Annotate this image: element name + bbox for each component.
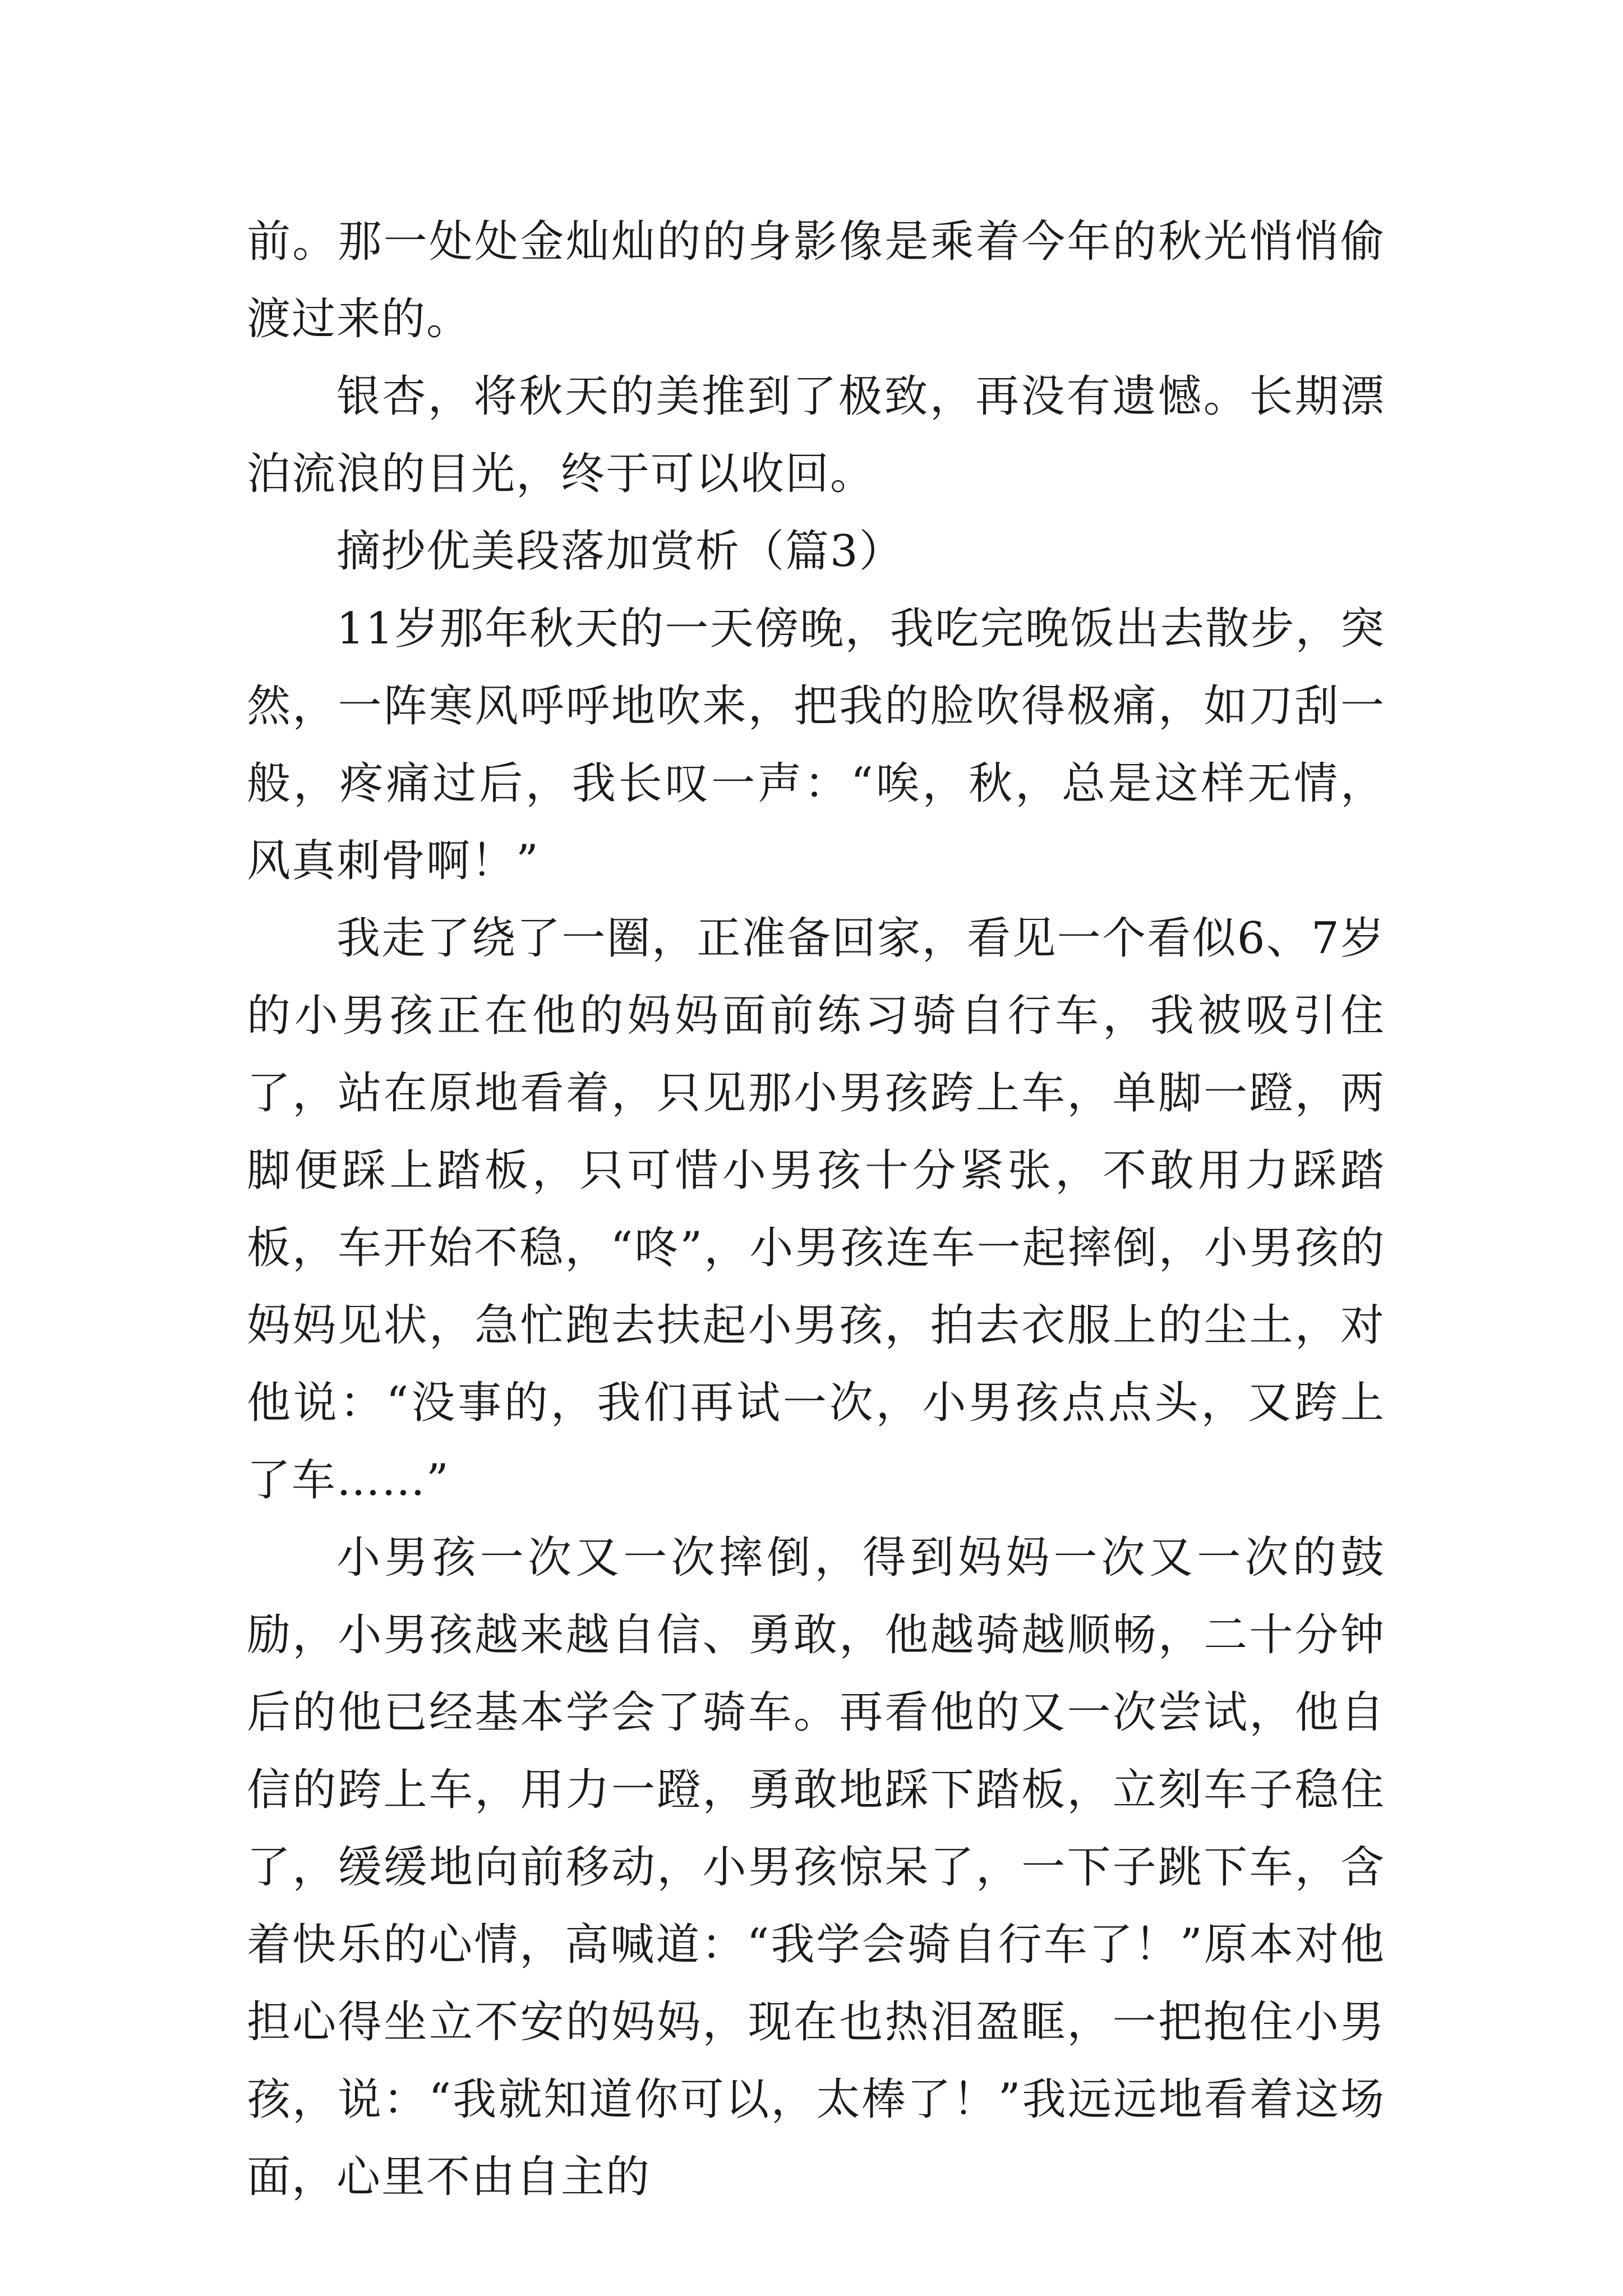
document-body — [247, 203, 1385, 2216]
section-heading: 摘抄优美段落加赏析（篇3） — [336, 526, 904, 577]
paragraph-boy-bicycle: 我走了绕了一圈，正准备回家，看见一个看似6、7岁的小男孩正在他的妈妈面前练习骑自行车，我被吸引住了，站在原地看着，只见那小男孩跨上车，单脚一蹬，两脚便踩上踏板，只可惜小男孩十分紧张，不敢用力踩踏板，车开始不稳，“咚”，小男孩连车一起摔倒，小男孩的妈妈见状，急忙跑去扶起小男孩，拍去衣服上的尘土，对他说：“没事的，我们再试一次，小男孩点点头，又跨上了车……” — [247, 913, 1385, 1506]
paragraph-continuation: 前。那一处处金灿灿的的身影像是乘着今年的秋光悄悄偷渡过来的。 — [247, 217, 1385, 344]
paragraph-ginkgo: 银杏，将秋天的美推到了极致，再没有遗憾。长期漂泊流浪的目光，终于可以收回。 — [247, 371, 1385, 499]
paragraph-boy-learns: 小男孩一次又一次摔倒，得到妈妈一次又一次的鼓励，小男孩越来越自信、勇敢，他越骑越顺畅，二十分钟后的他已经基本学会了骑车。再看他的又一次尝试，他自信的跨上车，用力一蹬，勇敢地踩下踏板，立刻车子稳住了，缓缓地向前移动，小男孩惊呆了，一下子跳下车，含着快乐的心情，高喊道：“我学会骑自行车了！”原本对他担心得坐立不安的妈妈，现在也热泪盈眶，一把抱住小男孩，说：“我就知道你可以，太棒了！”我远远地看着这场面，心里不由自主的 — [247, 1533, 1385, 2202]
paragraph-autumn-evening: 11岁那年秋天的一天傍晚，我吃完晚饭出去散步，突然，一阵寒风呼呼地吹来，把我的脸吹得极痛，如刀刮一般，疼痛过后，我长叹一声：“唉，秋，总是这样无情，风真刺骨啊！” — [247, 604, 1385, 886]
